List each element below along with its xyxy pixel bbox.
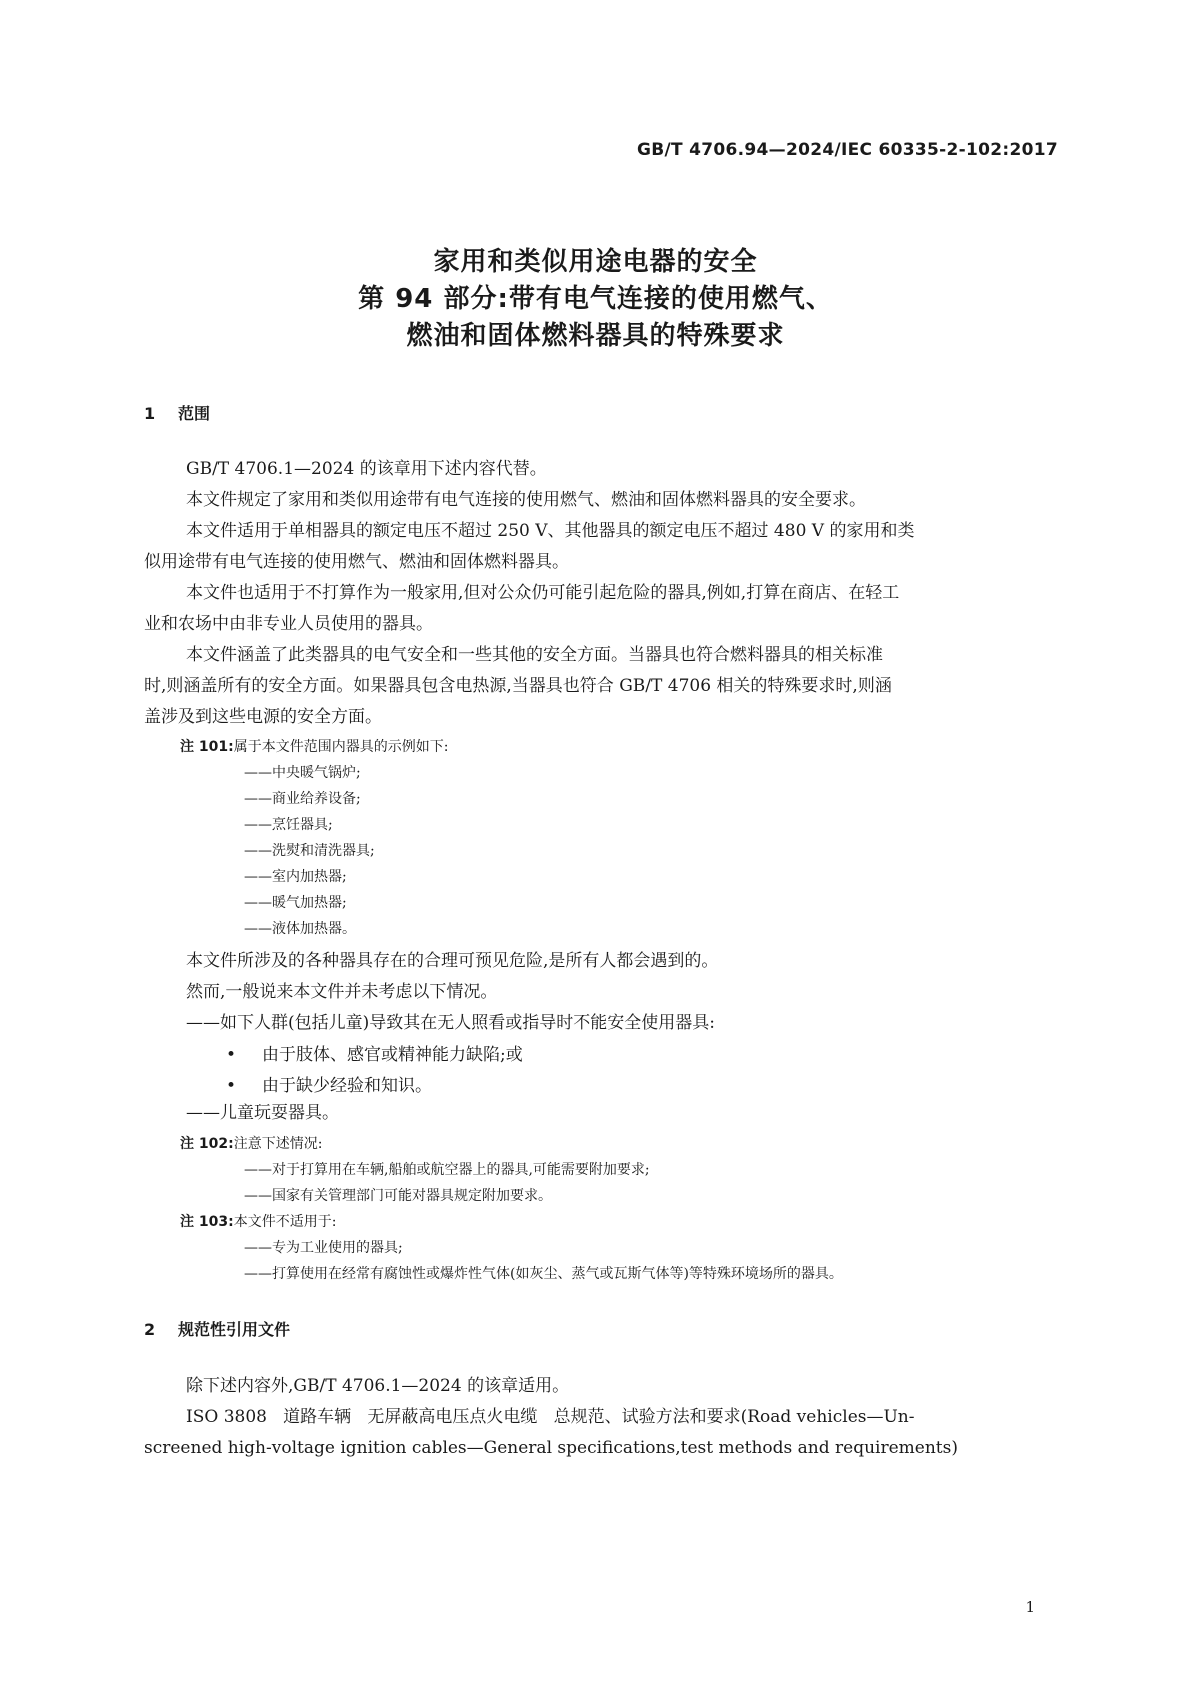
paragraph: 时,则涵盖所有的安全方面。如果器具包含电热源,当器具也符合 GB/T 4706 相关的特殊要求时,则涵 (144, 676, 892, 696)
list-item: ——对于打算用在车辆,船舶或航空器上的器具,可能需要附加要求; (244, 1162, 650, 1178)
section-1-heading (144, 401, 210, 424)
paragraph: 本文件适用于单相器具的额定电压不超过 250 V、其他器具的额定电压不超过 480 V 的家用和类 (186, 521, 915, 541)
document-title (0, 244, 1191, 355)
paragraph: 本文件所涉及的各种器具存在的合理可预见危险,是所有人都会遇到的。 (186, 951, 719, 971)
paragraph: 然而,一般说来本文件并未考虑以下情况。 (186, 982, 498, 1002)
note-101: 注 101:属于本文件范围内器具的示例如下: (180, 739, 449, 755)
section-1-number: 1 (144, 404, 156, 423)
bullet-item: • 由于肢体、感官或精神能力缺陷;或 (226, 1045, 523, 1065)
paragraph: 似用途带有电气连接的使用燃气、燃油和固体燃料器具。 (144, 552, 569, 572)
list-item: ——专为工业使用的器具; (244, 1240, 403, 1256)
paragraph: 本文件涵盖了此类器具的电气安全和一些其他的安全方面。当器具也符合燃料器具的相关标准 (186, 645, 883, 665)
dash-item: ——如下人群(包括儿童)导致其在无人照看或指导时不能安全使用器具: (186, 1013, 715, 1033)
dash-item: ——儿童玩耍器具。 (186, 1103, 339, 1123)
title-line-3: 燃油和固体燃料器具的特殊要求 (406, 321, 785, 351)
section-2-title: 规范性引用文件 (178, 1320, 291, 1339)
paragraph: GB/T 4706.1—2024 的该章用下述内容代替。 (186, 459, 547, 479)
note-102: 注 102:注意下述情况: (180, 1136, 323, 1152)
standard-code: GB/T 4706.94—2024/IEC 60335-2-102:2017 (636, 140, 1058, 160)
section-2-number: 2 (144, 1320, 156, 1339)
list-item: ——烹饪器具; (244, 817, 333, 833)
paragraph: 本文件也适用于不打算作为一般家用,但对公众仍可能引起危险的器具,例如,打算在商店、在轻工 (186, 583, 900, 603)
list-item: ——国家有关管理部门可能对器具规定附加要求。 (244, 1188, 552, 1204)
reference-entry: screened high-voltage ignition cables—General specifications,test methods and requirements) (144, 1438, 958, 1458)
list-item: ——暖气加热器; (244, 895, 347, 911)
paragraph: 盖涉及到这些电源的安全方面。 (144, 707, 382, 727)
title-line-1: 家用和类似用途电器的安全 (433, 247, 758, 277)
paragraph: 除下述内容外,GB/T 4706.1—2024 的该章适用。 (186, 1376, 570, 1396)
section-1-title: 范围 (178, 404, 211, 423)
list-item: ——洗熨和清洗器具; (244, 843, 375, 859)
list-item: ——商业给养设备; (244, 791, 361, 807)
list-item: ——液体加热器。 (244, 921, 356, 937)
page-number: 1 (1025, 1598, 1035, 1616)
title-line-2: 第 94 部分:带有电气连接的使用燃气、 (358, 284, 833, 314)
section-2-heading (144, 1317, 290, 1340)
list-item: ——中央暖气锅炉; (244, 765, 361, 781)
reference-entry: ISO 3808 道路车辆 无屏蔽高电压点火电缆 总规范、试验方法和要求(Road vehicles—Un- (186, 1407, 915, 1427)
list-item: ——室内加热器; (244, 869, 347, 885)
paragraph: 业和农场中由非专业人员使用的器具。 (144, 614, 433, 634)
note-103: 注 103:本文件不适用于: (180, 1214, 337, 1230)
list-item: ——打算使用在经常有腐蚀性或爆炸性气体(如灰尘、蒸气或瓦斯气体等)等特殊环境场所的器具。 (244, 1266, 843, 1282)
paragraph: 本文件规定了家用和类似用途带有电气连接的使用燃气、燃油和固体燃料器具的安全要求。 (186, 490, 866, 510)
bullet-item: • 由于缺少经验和知识。 (226, 1076, 432, 1096)
